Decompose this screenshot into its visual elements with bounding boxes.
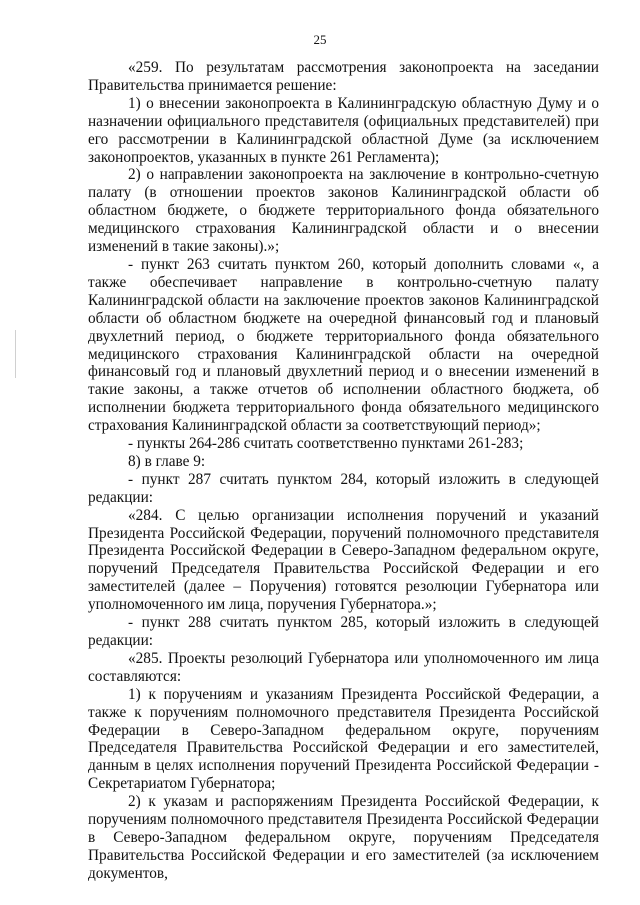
paragraph-point-288: - пункт 288 считать пунктом 285, который изложить в следующей редакции:: [88, 614, 599, 649]
paragraph-259-item-2: 2) о направлении законопроекта на заключение в контрольно-счетную палату (в отношении проектов законов Калининградской области об областном бюджете, о бюджете территориального фонда обязательного медицинского страхования Калининградской области и о внесении изменений в такие законы).»;: [88, 166, 599, 256]
paragraph-point-263: - пункт 263 считать пунктом 260, который дополнить словами «, а также обеспечивает направление в контрольно-счетную палату Калининградской области на заключение проектов законов Калининградской области об областном бюджете на очередной финансовый год и плановый двухлетний период, о бюджете территориального фонда обязательного медицинского страхования Калининградской области на очередной финансовый год и плановый двухлетний период и о внесении изменений в такие законы, а также отчетов об исполнении областного бюджета, об исполнении бюджета территориального фонда обязательного медицинского страхования Калининградской области за соответствующий период»;: [88, 255, 599, 435]
paragraph-point-287: - пункт 287 считать пунктом 284, который изложить в следующей редакции:: [88, 470, 599, 506]
page-number: 25: [313, 32, 327, 47]
scan-margin-mark: [15, 330, 16, 378]
paragraph-285: «285. Проекты резолюций Губернатора или уполномоченного им лица составляются:: [88, 649, 599, 685]
paragraph-259: «259. По результатам рассмотрения законопроекта на заседании Правительства принимается решение:: [88, 59, 599, 94]
paragraph-285-item-1: 1) к поручениям и указаниям Президента Российской Федерации, а также к поручениям полномочного представителя Президента Российской Федерации в Северо-Западном федеральном округе, поручениям Председателя Правительства Российской Федерации и его заместителей, данным в целях исполнения поручений Президента Российской Федерации - Секретариатом Губернатора;: [88, 685, 599, 793]
paragraph-284: «284. С целью организации исполнения поручений и указаний Президента Российской Федерации, поручений полномочного представителя Президента Российской Федерации в Северо-Западном федеральном округе, поручений Председателя Правительства Российской Федерации и его заместителей (далее – Поручения) готовятся резолюции Губернатора или уполномоченного им лица, поручения Губернатора.»;: [88, 506, 599, 614]
paragraph-chapter-9: 8) в главе 9:: [128, 452, 206, 470]
paragraph-points-264-286: - пункты 264-286 считать соответственно пунктами 261-283;: [128, 435, 524, 453]
paragraph-259-item-1: 1) о внесении законопроекта в Калининградскую областную Думу и о назначении официального представителя (официальных представителей) при его рассмотрении в Калининградской областной Думе (за исключением законопроектов, указанных в пункте 261 Регламента);: [88, 94, 599, 166]
document-body: [88, 59, 599, 883]
paragraph-285-item-2: 2) к указам и распоряжениям Президента Российской Федерации, к поручениям полномочного представителя Президента Российской Федерации в Северо-Западном федеральном округе, поручениям Председателя Правительства Российской Федерации и его заместителей (за исключением документов,: [88, 793, 599, 882]
